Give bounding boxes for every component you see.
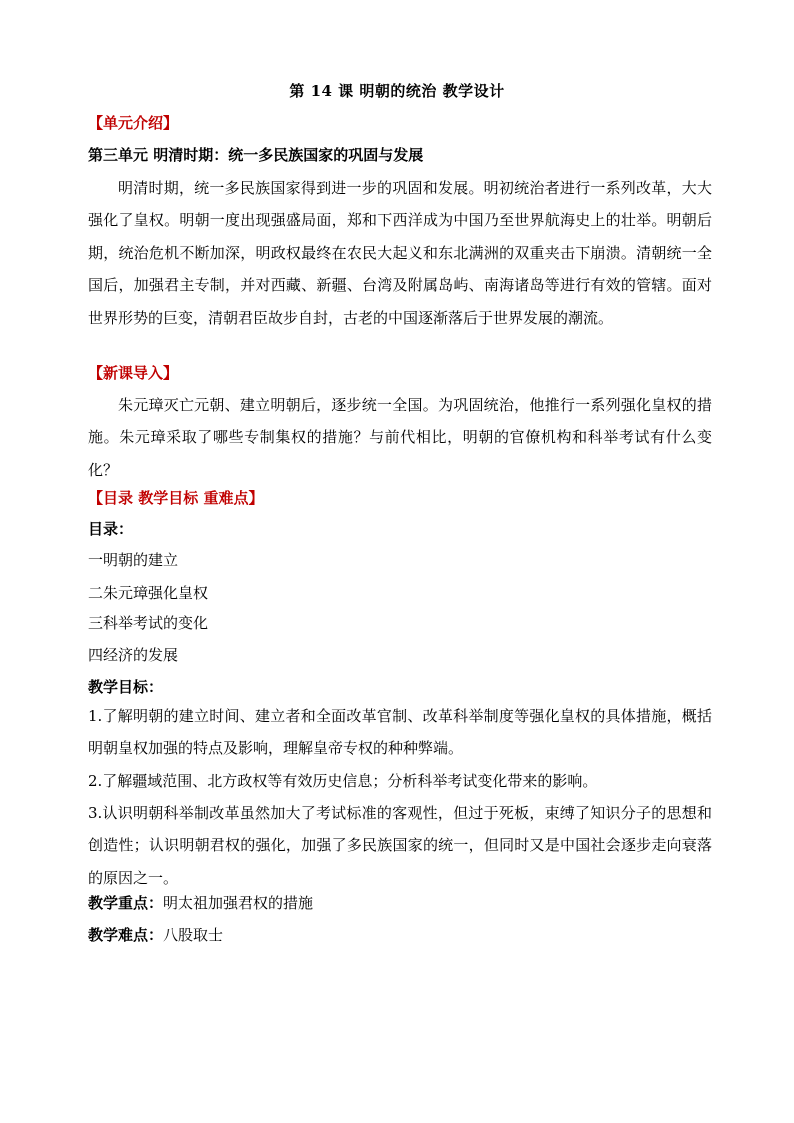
catalog-label: 目录： bbox=[88, 520, 134, 538]
unit-intro-text: 明清时期，统一多民族国家得到进一步的巩固和发展。明初统治者进行一系列改革，大大强化了皇权。明朝一度出现强盛局面，郑和下西洋成为中国乃至世界航海史上的壮举。明朝后期，统治危机不断加深，明政权最终在农民大起义和东北满洲的双重夹击下崩溃。清朝统一全国后，加强君主专制，并对西藏、新疆、台湾及附属岛屿、南海诸岛等进行有效的管辖。面对世界形势的巨变，清朝君臣故步自封，古老的中国逐渐落后于世界发展的潮流。 bbox=[88, 179, 712, 327]
page-title: 第 14 课 明朝的统治 教学设计 bbox=[289, 82, 505, 100]
catalog-item: 四经济的发展 bbox=[88, 646, 179, 664]
new-lesson-heading: 【新课导入】 bbox=[88, 364, 179, 382]
catalog-item: 三科举考试的变化 bbox=[88, 614, 209, 632]
key-point-value: 明太祖加强君权的措施 bbox=[163, 894, 314, 912]
difficult-point-label: 教学难点： bbox=[88, 926, 164, 944]
unit-title: 第三单元 明清时期：统一多民族国家的巩固与发展 bbox=[88, 146, 424, 164]
difficult-point-value: 八股取士 bbox=[163, 926, 224, 944]
catalog-heading: 【目录 教学目标 重难点】 bbox=[88, 489, 264, 507]
new-lesson-text: 朱元璋灭亡元朝、建立明朝后，逐步统一全国。为巩固统治，他推行一系列强化皇权的措施。朱元璋采取了哪些专制集权的措施？与前代相比，明朝的官僚机构和科举考试有什么变化？ bbox=[88, 396, 712, 479]
key-point bbox=[88, 893, 313, 913]
difficult-point bbox=[88, 925, 223, 945]
key-point-label: 教学重点： bbox=[88, 894, 164, 912]
unit-intro-heading: 【单元介绍】 bbox=[88, 114, 179, 132]
catalog-item: 二朱元璋强化皇权 bbox=[88, 584, 209, 602]
objective-item: 1.了解明朝的建立时间、建立者和全面改革官制、改革科举制度等强化皇权的具体措施，概括明朝皇权加强的特点及影响，理解皇帝专权的种种弊端。 bbox=[88, 707, 712, 758]
objective-item: 2.了解疆域范围、北方政权等有效历史信息；分析科举考试变化带来的影响。 bbox=[88, 772, 598, 790]
catalog-item: 一明朝的建立 bbox=[88, 551, 179, 569]
objectives-label: 教学目标： bbox=[88, 678, 164, 696]
objective-item: 3.认识明朝科举制改革虽然加大了考试标准的客观性，但过于死板，束缚了知识分子的思想和创造性；认识明朝君权的强化，加强了多民族国家的统一，但同时又是中国社会逐步走向衰落的原因之一。 bbox=[88, 804, 712, 887]
